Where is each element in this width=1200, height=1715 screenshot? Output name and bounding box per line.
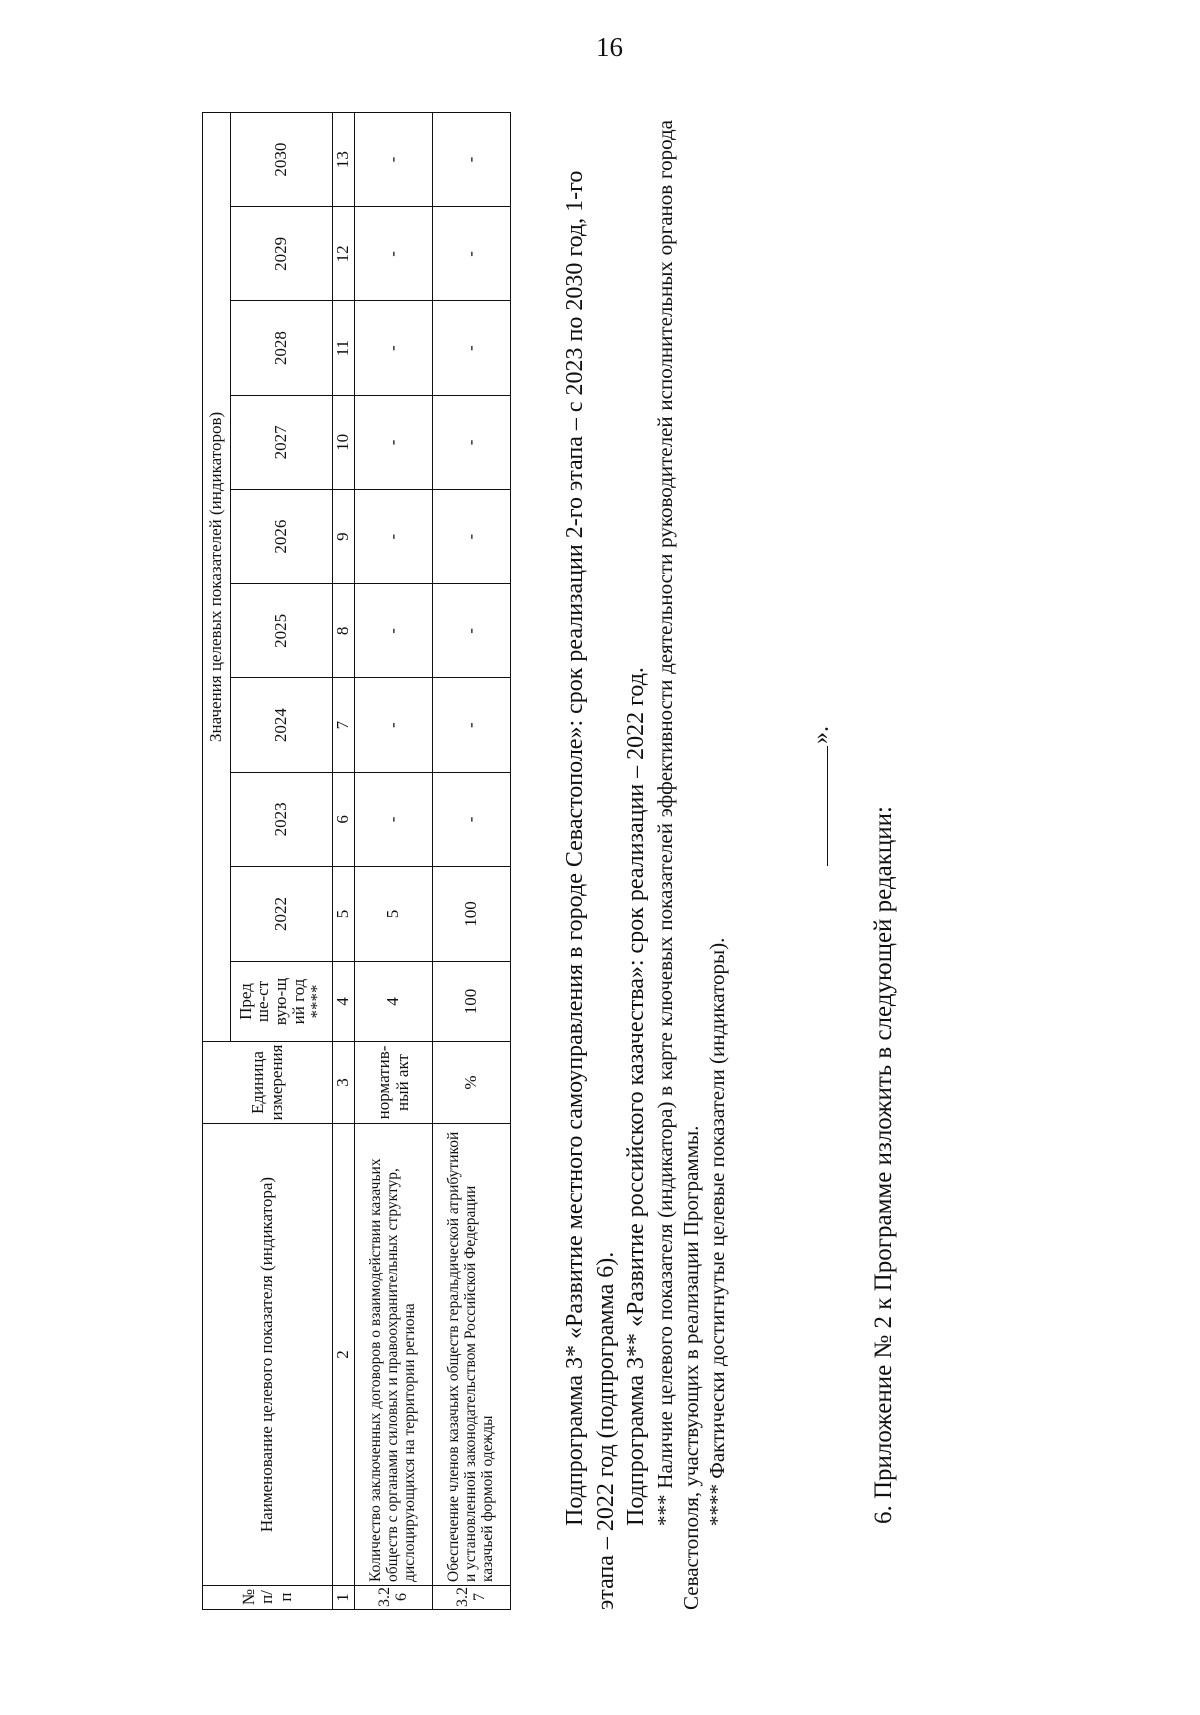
column-number: 7 xyxy=(333,678,355,772)
value-cell: - xyxy=(355,207,433,301)
header-prev-year: Предше-ствую-щий год**** xyxy=(231,962,333,1042)
value-cell: - xyxy=(433,772,511,866)
header-year: 2023 xyxy=(231,772,333,866)
notes-block xyxy=(560,120,730,1610)
header-year: 2022 xyxy=(231,867,333,962)
value-cell: - xyxy=(355,772,433,866)
value-cell: - xyxy=(433,584,511,678)
item-6-paragraph: 6. Приложение № 2 к Программе изложить в следующей редакции: xyxy=(870,806,897,1524)
value-cell: 4 xyxy=(355,962,433,1042)
unit-cell: норматив-ный акт xyxy=(355,1042,433,1124)
value-cell: - xyxy=(355,301,433,395)
column-number: 1 xyxy=(333,1586,355,1610)
column-number: 2 xyxy=(333,1124,355,1586)
column-number: 9 xyxy=(333,490,355,584)
value-cell: - xyxy=(433,207,511,301)
value-cell: - xyxy=(355,678,433,772)
column-number: 4 xyxy=(333,962,355,1042)
unit-cell: % xyxy=(433,1042,511,1124)
indicators-table xyxy=(202,112,511,1610)
indicator-name: Количество заключенных договоров о взаимодействии казачьих обществ с органами силовых и правоохранительных структур, дислоцирующихся на территории региона xyxy=(355,1124,433,1586)
indicator-name: Обеспечение членов казачьих обществ геральдической атрибутикой и установленной законодательством Российской Федерации казачьей формой одежды xyxy=(433,1124,511,1586)
table-row xyxy=(355,112,433,1609)
value-cell: - xyxy=(355,584,433,678)
header-year: 2027 xyxy=(231,395,333,489)
note-triple-star: *** Наличие целевого показателя (индикатора) в карте ключевых показателей эффективности деятельности руководителей исполнительных органов города Севастополя, участвующих в реализации Программы. xyxy=(652,120,703,1610)
column-number: 11 xyxy=(333,301,355,395)
header-year: 2024 xyxy=(231,678,333,772)
value-cell: 100 xyxy=(433,962,511,1042)
value-cell: - xyxy=(433,678,511,772)
note-subprogram-3-star: Подпрограмма 3* «Развитие местного самоуправления в городе Севастополе»: срок реализации 2-го этапа – с 2023 по 2030 год, 1-го этапа – 2022 год (подпрограмма 6). xyxy=(562,170,619,1610)
horizontal-rule xyxy=(827,746,828,866)
value-cell: 100 xyxy=(433,867,511,962)
header-year: 2029 xyxy=(231,207,333,301)
column-number: 8 xyxy=(333,584,355,678)
table-row xyxy=(433,112,511,1609)
header-year: 2025 xyxy=(231,584,333,678)
header-no: № п/п xyxy=(203,1586,333,1610)
row-number: 3.27 xyxy=(433,1586,511,1610)
column-number: 13 xyxy=(333,112,355,206)
value-cell: - xyxy=(433,301,511,395)
rotated-page-content xyxy=(202,110,922,1610)
header-name: Наименование целевого показателя (индикатора) xyxy=(203,1124,333,1586)
value-cell: - xyxy=(355,395,433,489)
closing-quote: ». xyxy=(808,726,834,744)
note-subprogram-3-double-star: Подпрограмма 3** «Развитие российского казачества»: срок реализации – 2022 год. xyxy=(623,667,649,1526)
page-number: 16 xyxy=(596,32,623,62)
value-cell: - xyxy=(355,112,433,206)
header-year: 2026 xyxy=(231,490,333,584)
column-number: 10 xyxy=(333,395,355,489)
header-year: 2028 xyxy=(231,301,333,395)
header-year: 2030 xyxy=(231,112,333,206)
closing-line xyxy=(808,726,835,866)
value-cell: - xyxy=(433,395,511,489)
header-values-group: Значения целевых показателей (индикаторов) xyxy=(203,112,231,1041)
column-number: 12 xyxy=(333,207,355,301)
value-cell: 5 xyxy=(355,867,433,962)
row-number: 3.26 xyxy=(355,1586,433,1610)
column-number: 3 xyxy=(333,1042,355,1124)
header-unit: Единица измерения xyxy=(203,1042,333,1124)
note-quadruple-star: **** Фактически достигнутые целевые показатели (индикаторы). xyxy=(704,937,729,1526)
value-cell: - xyxy=(433,490,511,584)
column-numbers-row xyxy=(333,112,355,1609)
value-cell: - xyxy=(433,112,511,206)
column-number: 6 xyxy=(333,772,355,866)
column-number: 5 xyxy=(333,867,355,962)
value-cell: - xyxy=(355,490,433,584)
